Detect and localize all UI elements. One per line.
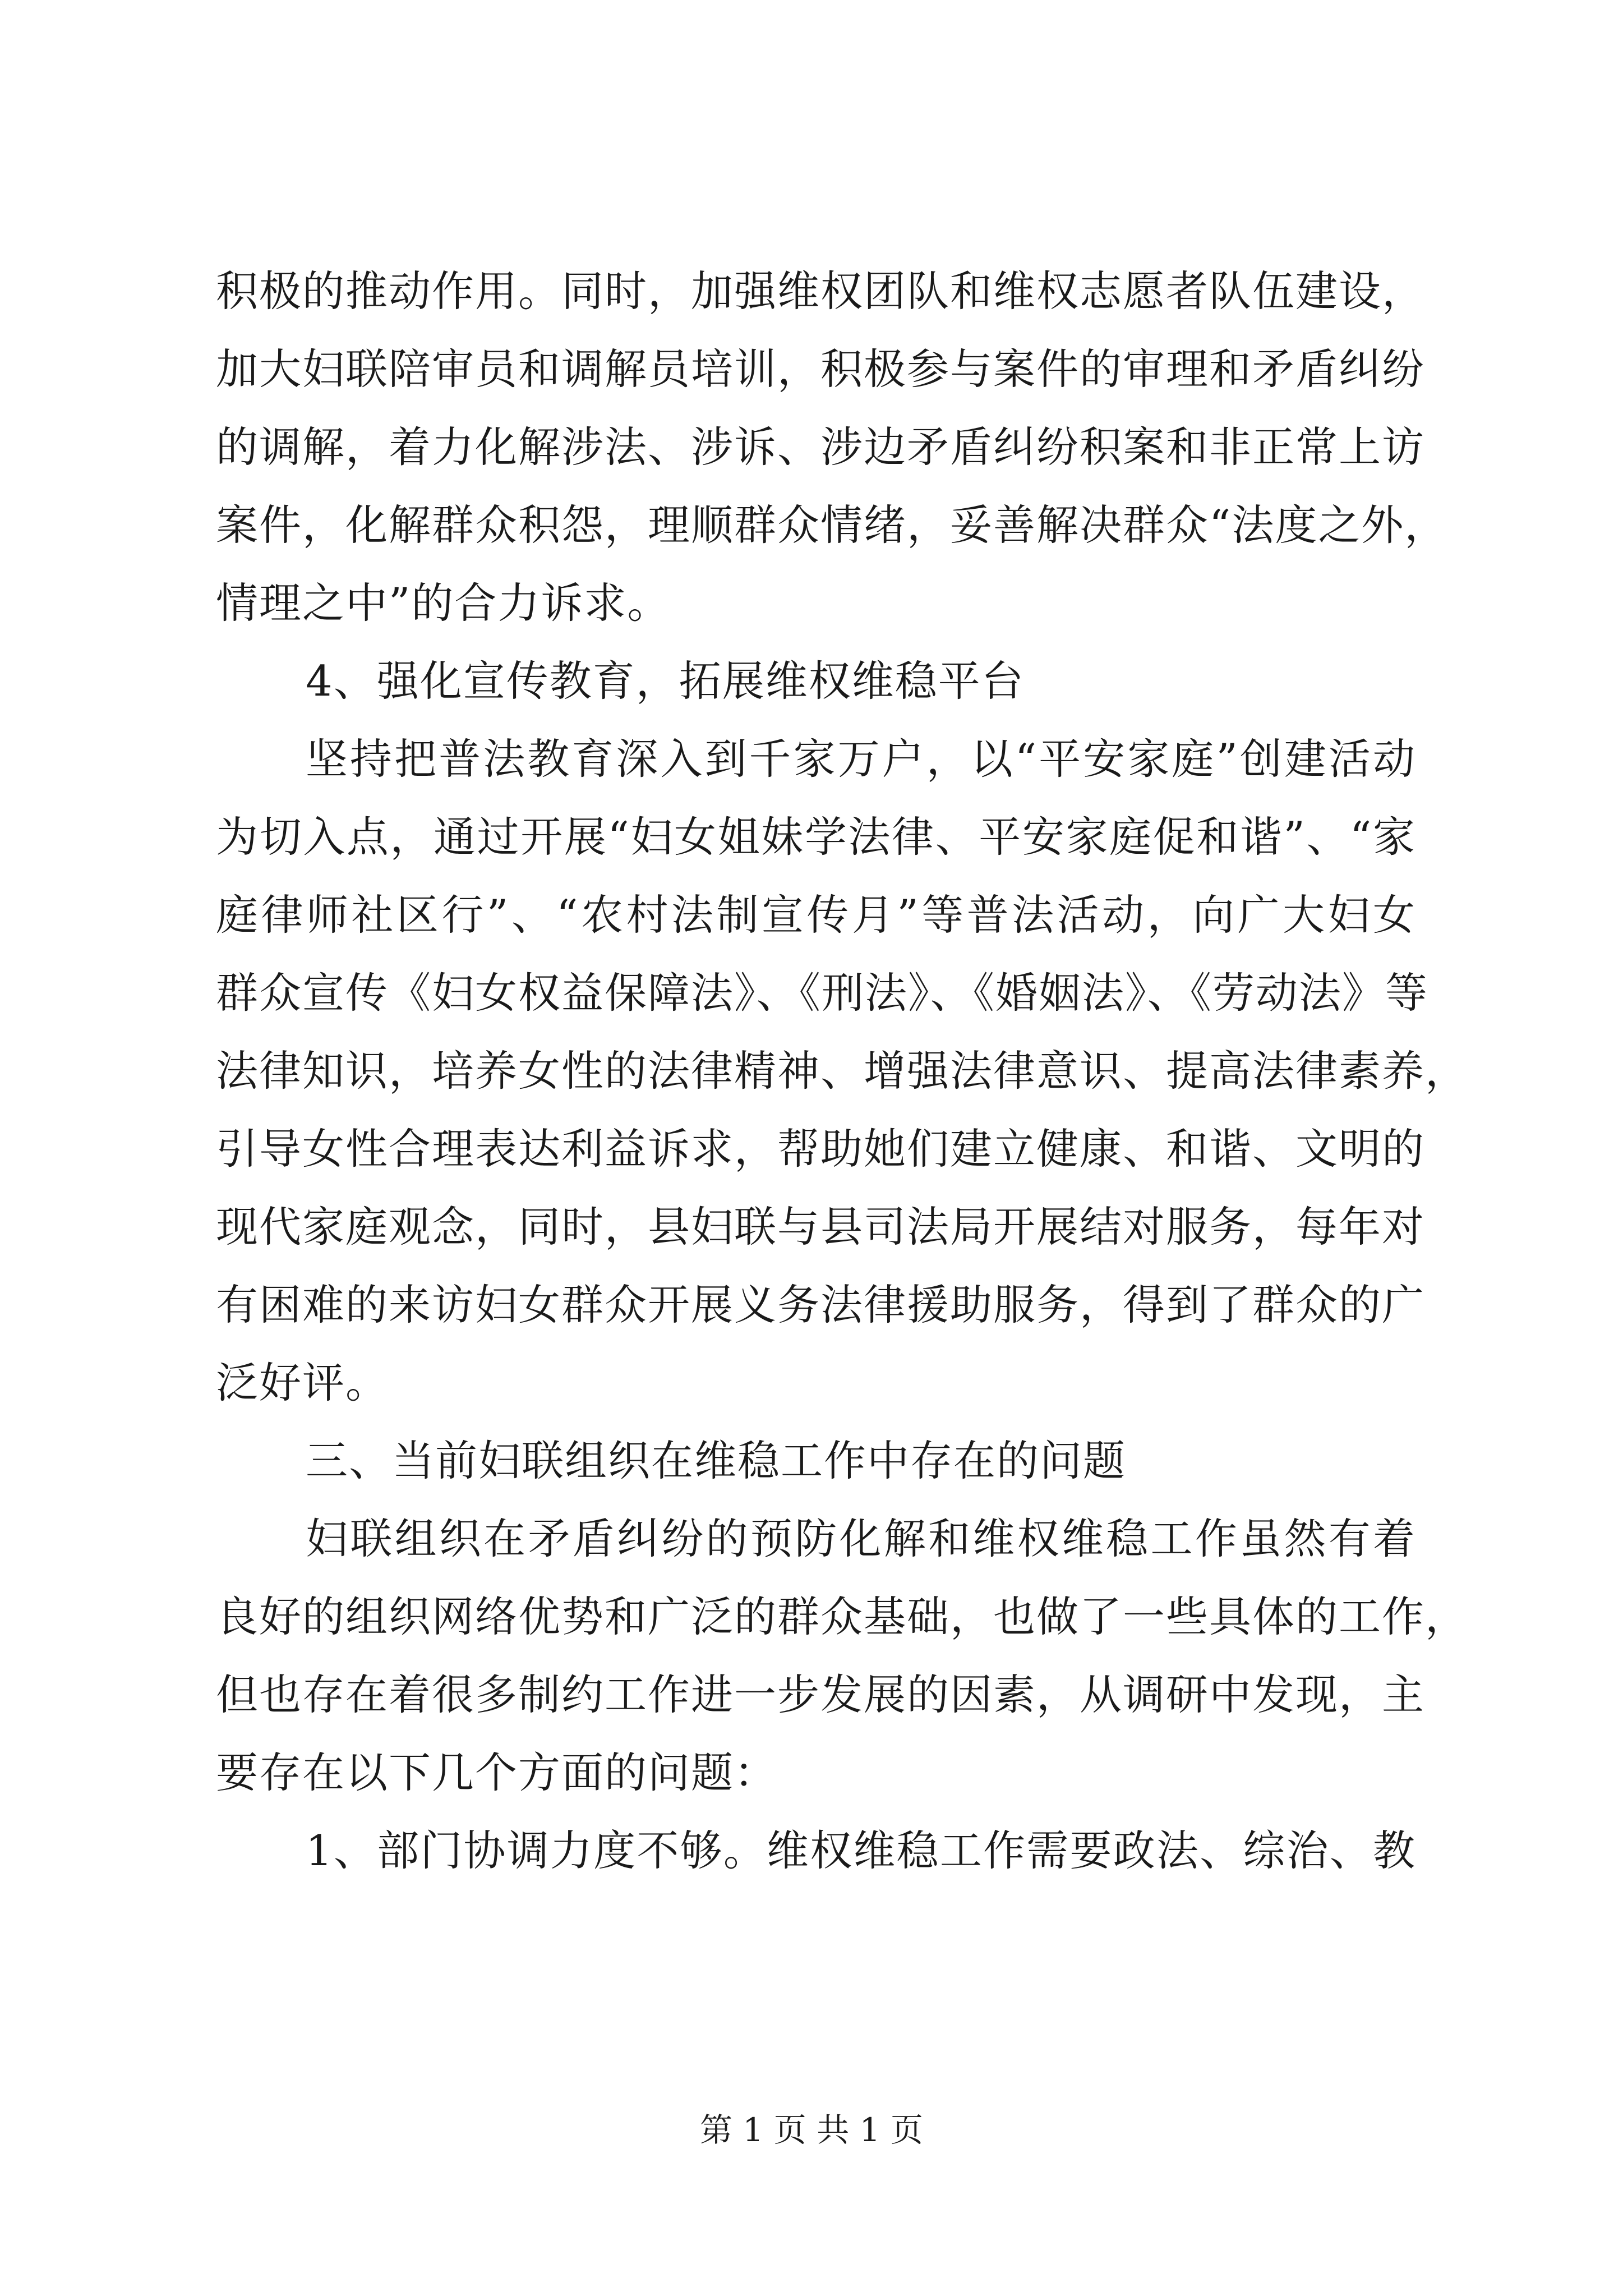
paragraph-line: 妇联组织在矛盾纠纷的预防化解和维权维稳工作虽然有着 [306, 1514, 1416, 1563]
paragraph-line: 坚持把普法教育深入到千家万户，以“平安家庭”创建活动 [306, 734, 1416, 784]
paragraph-line: 但也存在着很多制约工作进一步发展的因素，从调研中发现，主 [216, 1670, 1426, 1719]
document-body [216, 252, 1469, 1890]
paragraph-line: 要存在以下几个方面的问题： [216, 1748, 778, 1797]
section-heading: 4、强化宣传教育，拓展维权维稳平台 [306, 656, 1025, 706]
paragraph-line: 现代家庭观念，同时，县妇联与县司法局开展结对服务，每年对 [216, 1202, 1426, 1251]
paragraph-line: 1、部门协调力度不够。维权维稳工作需要政法、综治、教 [306, 1826, 1416, 1875]
page-footer: 第 1 页 共 1 页 [700, 2111, 923, 2149]
paragraph-line: 的调解，着力化解涉法、涉诉、涉边矛盾纠纷积案和非正常上访 [216, 422, 1426, 472]
paragraph-line: 良好的组织网络优势和广泛的群众基础，也做了一些具体的工作， [216, 1592, 1469, 1641]
paragraph-line: 加大妇联陪审员和调解员培训，积极参与案件的审理和矛盾纠纷 [216, 344, 1426, 394]
paragraph-line: 群众宣传《妇女权益保障法》、《刑法》、《婚姻法》、《劳动法》等 [216, 968, 1429, 1018]
paragraph-line: 积极的推动作用。同时，加强维权团队和维权志愿者队伍建设， [216, 266, 1426, 316]
paragraph-line: 案件，化解群众积怨，理顺群众情绪，妥善解决群众“法度之外， [216, 500, 1448, 550]
paragraph-line: 引导女性合理表达利益诉求，帮助她们建立健康、和谐、文明的 [216, 1124, 1426, 1174]
section-heading: 三、当前妇联组织在维稳工作中存在的问题 [306, 1436, 1127, 1485]
paragraph-line: 为切入点，通过开展“妇女姐妹学法律、平安家庭促和谐”、“家 [216, 812, 1416, 862]
paragraph-line: 庭律师社区行”、“农村法制宣传月”等普法活动，向广大妇女 [216, 890, 1416, 940]
paragraph-line: 有困难的来访妇女群众开展义务法律援助服务，得到了群众的广 [216, 1280, 1426, 1329]
paragraph-line: 法律知识，培养女性的法律精神、增强法律意识、提高法律素养， [216, 1046, 1469, 1096]
paragraph-line: 情理之中”的合力诉求。 [216, 578, 671, 628]
paragraph-line: 泛好评。 [216, 1358, 389, 1407]
